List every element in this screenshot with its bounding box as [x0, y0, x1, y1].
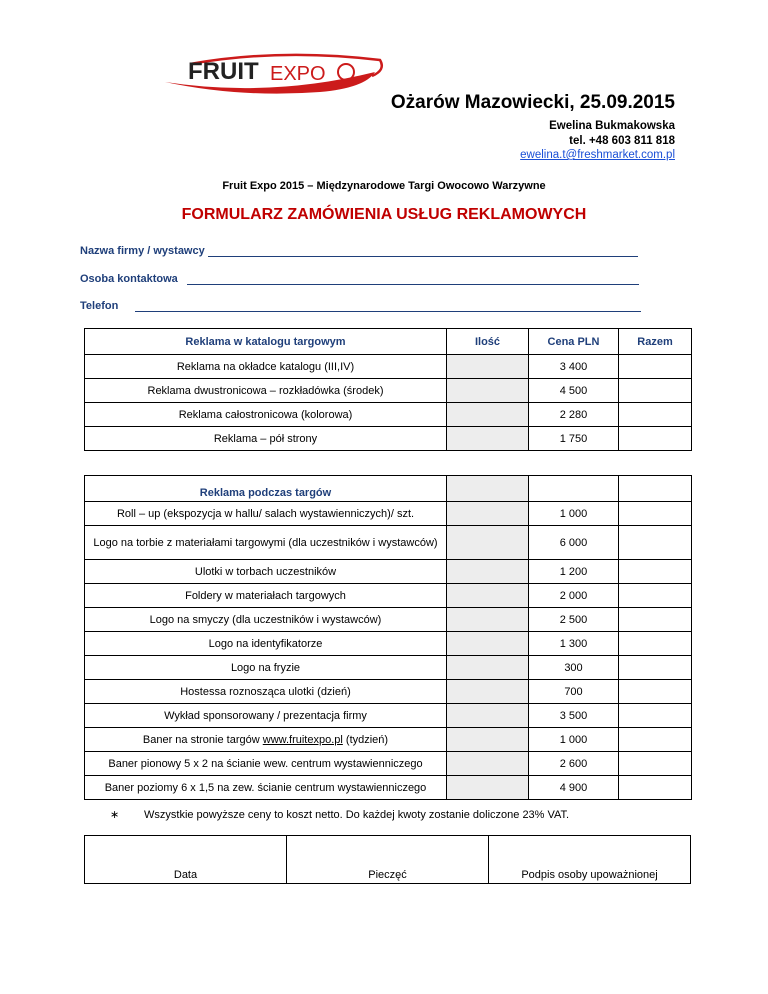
- contact-name: Ewelina Bukmakowska: [549, 120, 675, 132]
- fruitexpo-logo: [160, 50, 390, 95]
- qty-cell[interactable]: [447, 752, 529, 776]
- table-row: [85, 526, 692, 560]
- qty-cell[interactable]: [447, 608, 529, 632]
- table-row: [85, 680, 692, 704]
- table-row: [85, 584, 692, 608]
- form-title: FORMULARZ ZAMÓWIENIA USŁUG REKLAMOWYCH: [181, 206, 587, 223]
- event-section-title: Reklama podczas targów: [85, 476, 447, 502]
- qty-cell[interactable]: [447, 584, 529, 608]
- qty-cell[interactable]: [447, 355, 529, 379]
- price-cell: 2 600: [529, 752, 619, 776]
- item-label: Foldery w materiałach targowych: [85, 584, 447, 608]
- item-label: [85, 728, 447, 752]
- price-cell: 1 000: [529, 728, 619, 752]
- qty-cell[interactable]: [447, 632, 529, 656]
- phone-field[interactable]: [80, 299, 641, 312]
- qty-cell[interactable]: [447, 379, 529, 403]
- table-row: [85, 728, 692, 752]
- price-cell: 4 500: [529, 379, 619, 403]
- table-row: [85, 608, 692, 632]
- item-label: Logo na identyfikatorze: [85, 632, 447, 656]
- qty-cell[interactable]: [447, 728, 529, 752]
- table-row: [85, 752, 692, 776]
- total-cell[interactable]: [619, 427, 692, 451]
- signature-table: [84, 835, 691, 884]
- col-price-header: Cena PLN: [529, 329, 619, 355]
- price-cell: 6 000: [529, 526, 619, 560]
- price-cell: [529, 476, 619, 502]
- item-label: Reklama dwustronicowa – rozkładówka (środek): [85, 379, 447, 403]
- price-cell: 1 200: [529, 560, 619, 584]
- table-row: [85, 355, 692, 379]
- qty-cell[interactable]: [447, 427, 529, 451]
- qty-cell: [447, 476, 529, 502]
- item-label: Roll – up (ekspozycja w hallu/ salach wystawienniczych)/ szt.: [85, 502, 447, 526]
- date-cell[interactable]: Data: [85, 836, 287, 884]
- price-cell: 1 750: [529, 427, 619, 451]
- item-label-post: (tydzień): [342, 733, 389, 746]
- item-label-pre: Baner na stronie targów: [142, 733, 263, 746]
- total-cell[interactable]: [619, 680, 692, 704]
- qty-cell[interactable]: [447, 680, 529, 704]
- item-label: Reklama na okładce katalogu (III,IV): [85, 355, 447, 379]
- event-subtitle: Fruit Expo 2015 – Międzynarodowe Targi Owocowo Warzywne: [222, 180, 546, 192]
- item-label: Reklama całostronicowa (kolorowa): [85, 403, 447, 427]
- vat-note: [110, 808, 569, 821]
- total-cell[interactable]: [619, 608, 692, 632]
- item-label: Baner pionowy 5 x 2 na ścianie wew. centrum wystawienniczego: [85, 752, 447, 776]
- table-row: [85, 656, 692, 680]
- price-cell: 300: [529, 656, 619, 680]
- item-label: Reklama – pół strony: [85, 427, 447, 451]
- total-cell[interactable]: [619, 704, 692, 728]
- price-cell: 700: [529, 680, 619, 704]
- table-row: [85, 560, 692, 584]
- total-cell[interactable]: [619, 728, 692, 752]
- price-cell: 3 400: [529, 355, 619, 379]
- fruitexpo-link[interactable]: www.fruitexpo.pl: [262, 733, 343, 746]
- price-cell: 2 280: [529, 403, 619, 427]
- asterisk-icon: ∗: [110, 809, 120, 821]
- total-cell[interactable]: [619, 656, 692, 680]
- qty-cell[interactable]: [447, 704, 529, 728]
- qty-cell[interactable]: [447, 526, 529, 560]
- catalog-ads-table: [84, 328, 692, 451]
- price-cell: 1 000: [529, 502, 619, 526]
- item-label: Logo na fryzie: [85, 656, 447, 680]
- total-cell[interactable]: [619, 502, 692, 526]
- contact-phone: tel. +48 603 811 818: [569, 135, 675, 147]
- price-cell: 4 900: [529, 776, 619, 800]
- item-label: Logo na torbie z materiałami targowymi (dla uczestników i wystawców): [85, 526, 447, 560]
- company-label: Nazwa firmy / wystawcy: [80, 245, 205, 257]
- price-cell: 2 000: [529, 584, 619, 608]
- contact-email-link[interactable]: ewelina.t@freshmarket.com.pl: [520, 149, 675, 161]
- total-cell[interactable]: [619, 355, 692, 379]
- table-row: [85, 704, 692, 728]
- total-cell[interactable]: [619, 560, 692, 584]
- price-cell: 2 500: [529, 608, 619, 632]
- total-cell: [619, 476, 692, 502]
- qty-cell[interactable]: [447, 656, 529, 680]
- phone-label: Telefon: [80, 300, 119, 312]
- price-cell: 1 300: [529, 632, 619, 656]
- item-label: Baner poziomy 6 x 1,5 na zew. ścianie centrum wystawienniczego: [85, 776, 447, 800]
- total-cell[interactable]: [619, 776, 692, 800]
- table-row: [85, 632, 692, 656]
- total-cell[interactable]: [619, 403, 692, 427]
- col-qty-header: Ilość: [447, 329, 529, 355]
- qty-cell[interactable]: [447, 776, 529, 800]
- table-row: [85, 403, 692, 427]
- signature-cell[interactable]: Podpis osoby upoważnionej: [489, 836, 691, 884]
- col-total-header: Razem: [619, 329, 692, 355]
- item-label: Logo na smyczy (dla uczestników i wystawców): [85, 608, 447, 632]
- vat-note-text: Wszystkie powyższe ceny to koszt netto. Do każdej kwoty zostanie doliczone 23% VAT.: [144, 809, 570, 821]
- stamp-cell[interactable]: Pieczęć: [287, 836, 489, 884]
- total-cell[interactable]: [619, 584, 692, 608]
- item-label: Ulotki w torbach uczestników: [85, 560, 447, 584]
- total-cell[interactable]: [619, 526, 692, 560]
- item-label: Hostessa roznosząca ulotki (dzień): [85, 680, 447, 704]
- event-ads-table: [84, 475, 692, 800]
- company-field[interactable]: [80, 244, 638, 257]
- contact-label: Osoba kontaktowa: [80, 273, 178, 285]
- table-row: [85, 427, 692, 451]
- qty-cell[interactable]: [447, 560, 529, 584]
- item-label: Wykład sponsorowany / prezentacja firmy: [85, 704, 447, 728]
- logo-fruit-text: FRUIT: [188, 58, 259, 85]
- price-cell: 3 500: [529, 704, 619, 728]
- logo-expo-text: EXPO: [270, 63, 326, 85]
- company-input-line[interactable]: [208, 244, 638, 257]
- total-cell[interactable]: [619, 752, 692, 776]
- total-cell[interactable]: [619, 379, 692, 403]
- phone-input-line[interactable]: [135, 299, 641, 312]
- table-row: [85, 776, 692, 800]
- qty-cell[interactable]: [447, 502, 529, 526]
- city-date: Ożarów Mazowiecki, 25.09.2015: [390, 92, 675, 113]
- catalog-section-title: Reklama w katalogu targowym: [85, 329, 447, 355]
- table-row: [85, 502, 692, 526]
- table-row: [85, 379, 692, 403]
- contact-field[interactable]: [80, 272, 639, 285]
- qty-cell[interactable]: [447, 403, 529, 427]
- total-cell[interactable]: [619, 632, 692, 656]
- contact-input-line[interactable]: [187, 272, 639, 285]
